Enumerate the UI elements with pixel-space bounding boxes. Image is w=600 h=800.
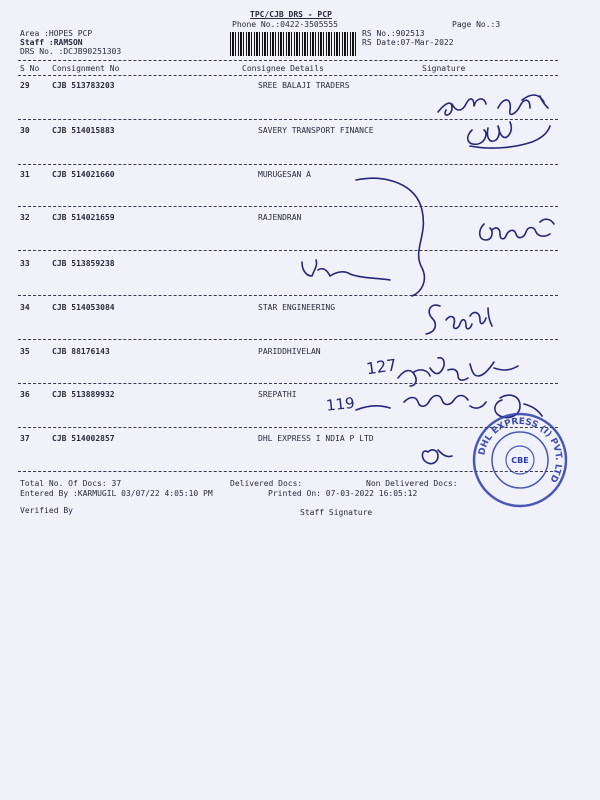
printed-on: Printed On: 07-03-2022 16:05:12 (268, 489, 418, 498)
non-delivered-docs: Non Delivered Docs: (366, 479, 458, 488)
signature-row-34 (426, 305, 492, 334)
row-sno: 31 (20, 170, 30, 179)
phone-number: Phone No.:0422-3505555 (232, 20, 338, 29)
row-consignee: PARIDDHIVELAN (258, 347, 321, 356)
row-consignment: CJB 88176143 (52, 347, 110, 356)
row-consignment: CJB 514002857 (52, 434, 115, 443)
row-consignment: CJB 513889932 (52, 390, 115, 399)
signature-row-30 (468, 122, 550, 148)
row-sno: 29 (20, 81, 30, 90)
entered-by: Entered By :KARMUGIL 03/07/22 4:05:10 PM (20, 489, 213, 498)
row-sno: 35 (20, 347, 30, 356)
company-stamp (470, 410, 570, 510)
row-consignee: RAJENDRAN (258, 213, 302, 222)
signature-row-37 (422, 450, 452, 464)
stamp-center-text: CBE (511, 456, 529, 465)
row-consignee: DHL EXPRESS I NDIA P LTD (258, 434, 374, 443)
signature-row-32 (480, 219, 554, 240)
page-number: Page No.:3 (452, 20, 501, 29)
delivered-docs: Delivered Docs: (230, 479, 303, 488)
stamp-ring-text: DHL EXPRESS (I) PVT. LTD (477, 416, 564, 484)
rs-date: RS Date:07-Mar-2022 (362, 38, 454, 47)
row-consignment: CJB 514021659 (52, 213, 115, 222)
row-consignee: SREE BALAJI TRADERS (258, 81, 350, 90)
verified-by-label: Verified By (20, 506, 73, 515)
column-header-consignee: Consignee Details (242, 64, 324, 73)
row-consignment: CJB 513783203 (52, 81, 115, 90)
rs-number: RS No.:902513 (362, 29, 425, 38)
signature-row-29 (438, 95, 548, 115)
total-docs: Total No. Of Docs: 37 (20, 479, 122, 488)
staff-label: Staff :RAMSON (20, 38, 83, 47)
drs-number: DRS No. :DCJB90251303 (20, 47, 122, 56)
row-sno: 36 (20, 390, 30, 399)
row-consignee: SAVERY TRANSPORT FINANCE (258, 126, 374, 135)
row-consignment: CJB 514015883 (52, 126, 115, 135)
row-consignment: CJB 513859238 (52, 259, 115, 268)
row-sno: 37 (20, 434, 30, 443)
document-title: TPC/CJB DRS - PCP (250, 10, 332, 19)
signature-stroke-row-31 (302, 178, 424, 296)
row-sno: 32 (20, 213, 30, 222)
row-consignment: CJB 514021660 (52, 170, 115, 179)
row-consignee: MURUGESAN A (258, 170, 311, 179)
area-label: Area :HOPES PCP (20, 29, 93, 38)
staff-signature-label: Staff Signature (300, 508, 373, 517)
row-35-handwritten-number: 127 (364, 355, 398, 379)
row-consignee: STAR ENGINEERING (258, 303, 336, 312)
row-consignment: CJB 514053084 (52, 303, 115, 312)
column-header-signature: Signature (422, 64, 466, 73)
row-consignee: SREPATHI (258, 390, 297, 399)
row-sno: 33 (20, 259, 30, 268)
column-header-consignment: Consignment No (52, 64, 120, 73)
signature-row-35 (398, 358, 518, 386)
row-sno: 34 (20, 303, 30, 312)
row-36-handwritten-number: 119 (325, 393, 356, 415)
row-sno: 30 (20, 126, 30, 135)
column-header-sno: S No (20, 64, 40, 73)
